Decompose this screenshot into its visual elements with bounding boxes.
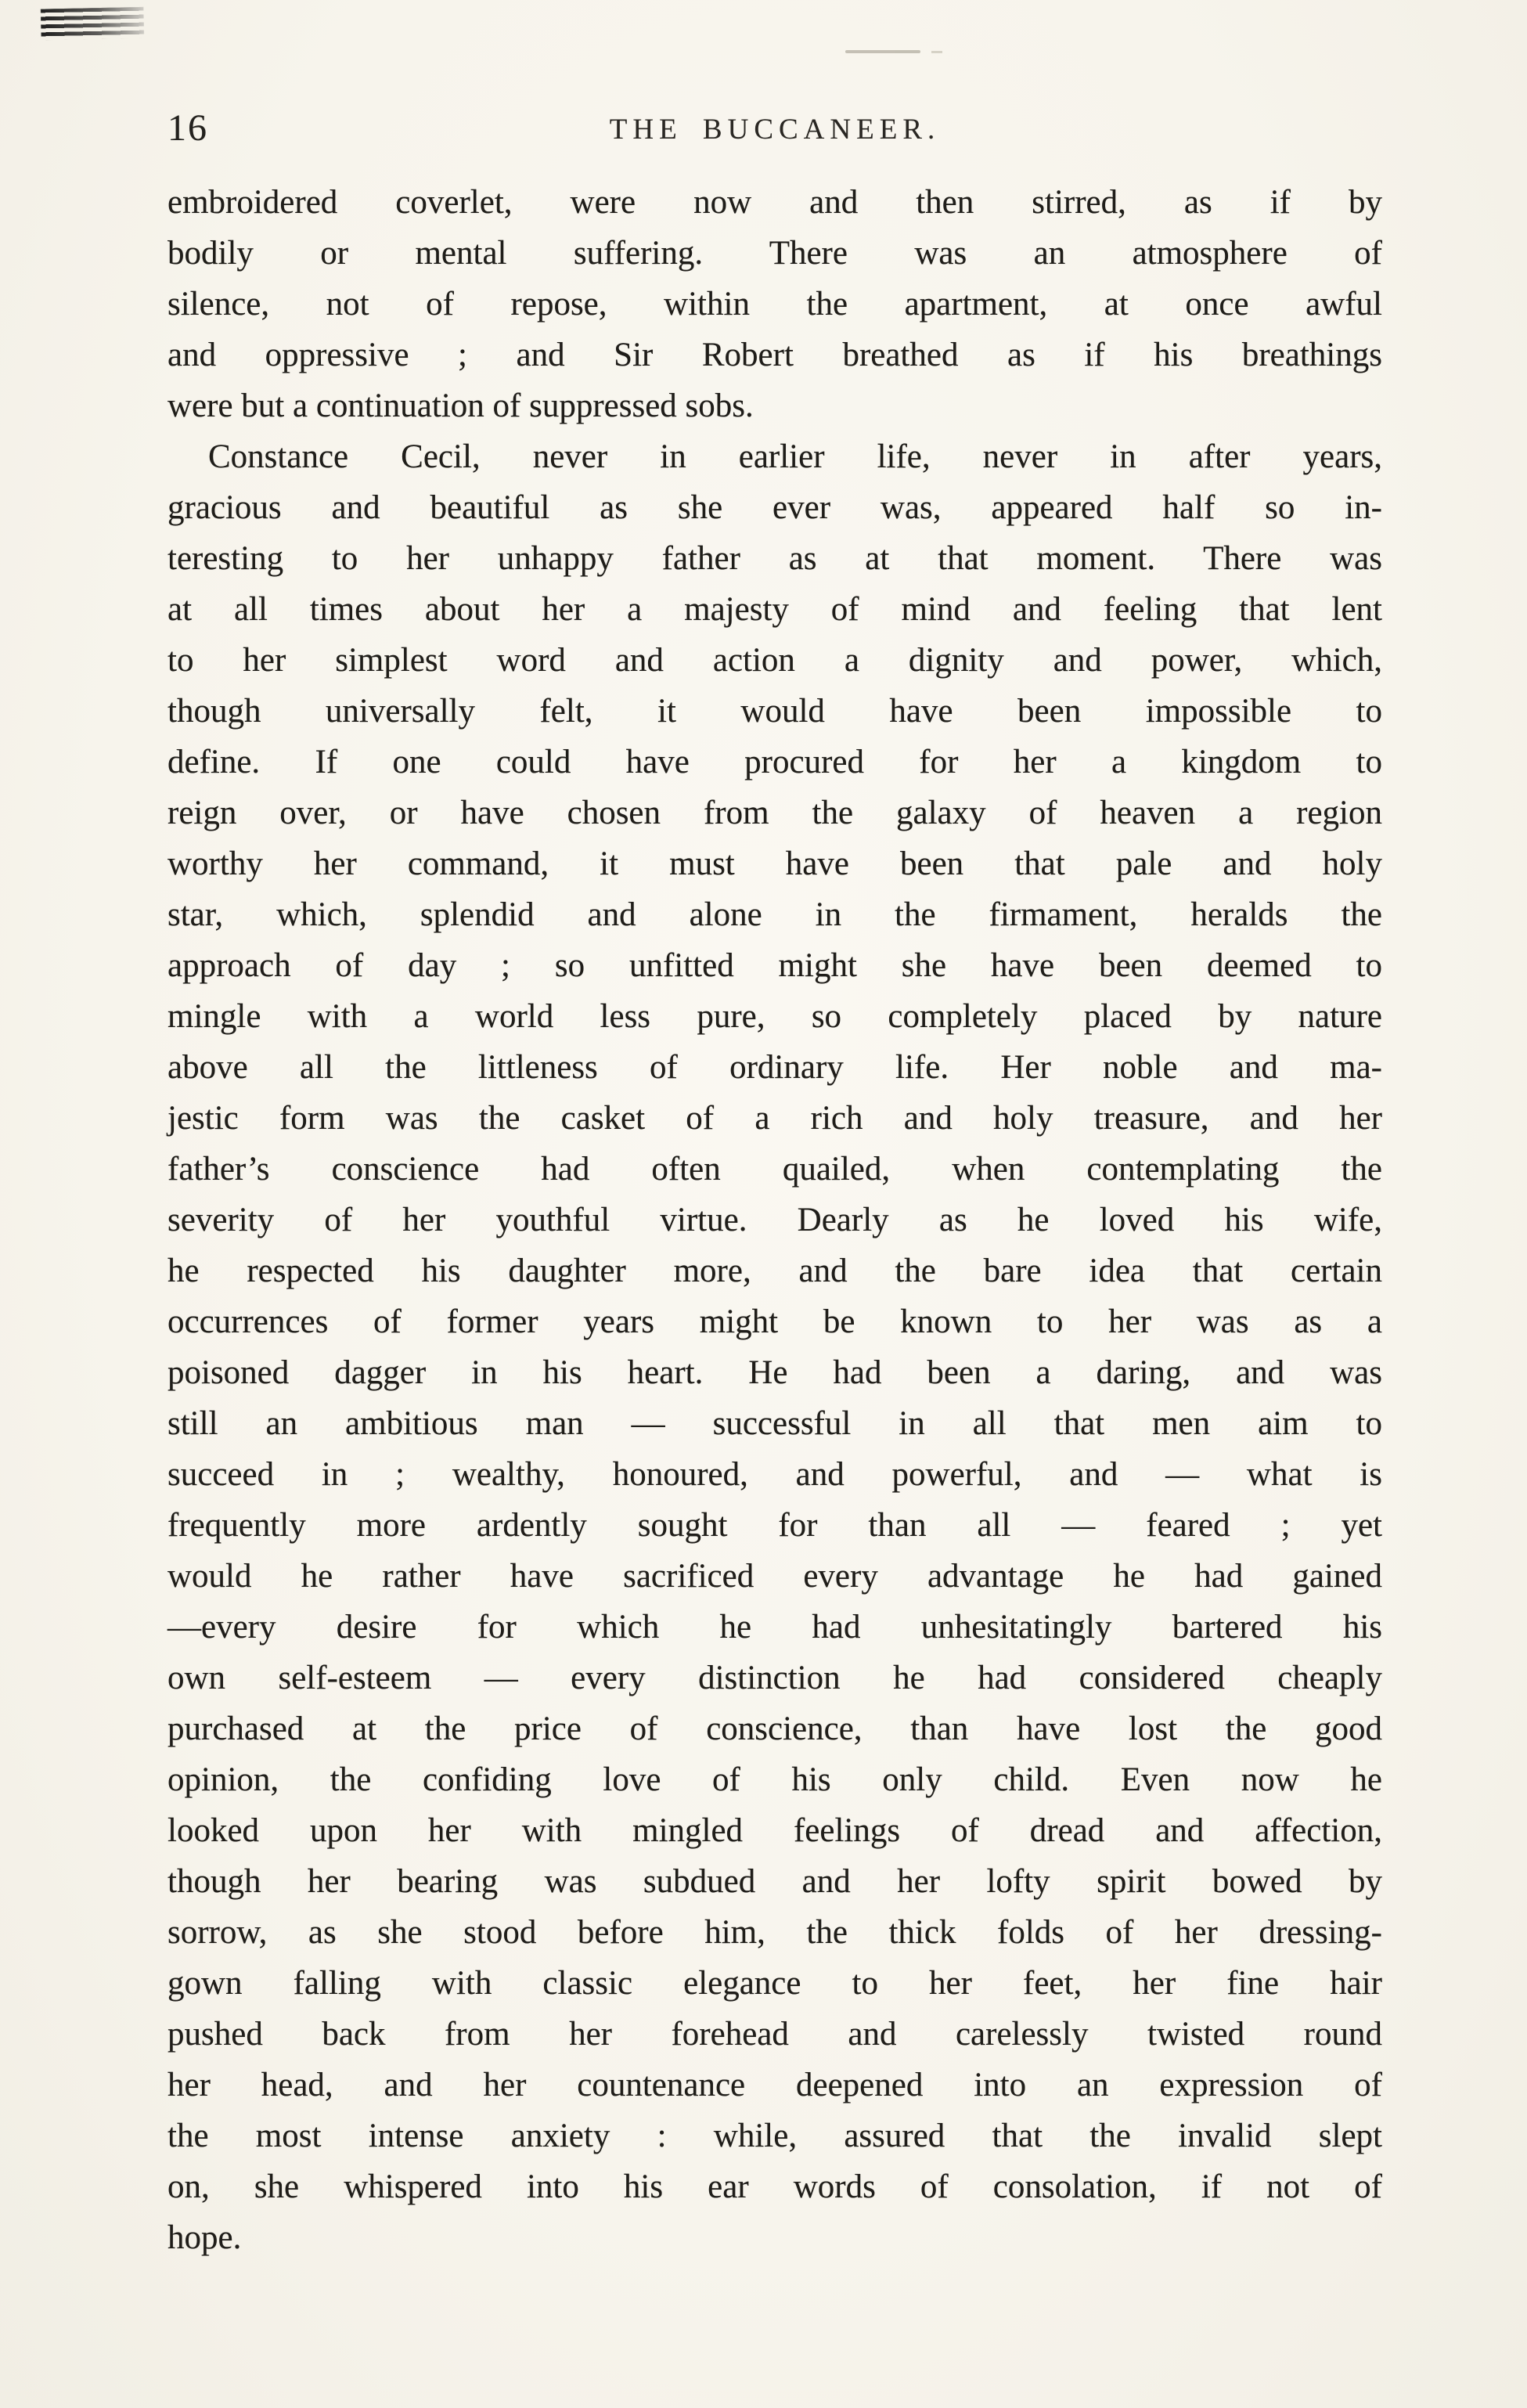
text-line: gown falling with classic elegance to her feet, her fine hair — [167, 1965, 1382, 2002]
print-artifact-top-left — [41, 7, 145, 41]
text-line: above all the littleness of ordinary life. Her noble and ma- — [167, 1049, 1382, 1086]
text-line: purchased at the price of conscience, than have lost the good — [167, 1710, 1382, 1747]
text-line: severity of her youthful virtue. Dearly as he loved his wife, — [167, 1202, 1382, 1238]
text-line: though universally felt, it would have been impossible to — [167, 693, 1382, 730]
paragraph — [167, 431, 1382, 2263]
text-line: to her simplest word and action a dignity and power, which, — [167, 642, 1382, 679]
text-line: the most intense anxiety : while, assured that the invalid slept — [167, 2118, 1382, 2154]
text-line: though her bearing was subdued and her lofty spirit bowed by — [167, 1863, 1382, 1900]
text-line: frequently more ardently sought for than all — feared ; yet — [167, 1507, 1382, 1544]
print-artifact-top-center — [845, 50, 920, 53]
paragraph — [167, 177, 1382, 431]
text-line: own self-esteem — every distinction he had considered cheaply — [167, 1660, 1382, 1696]
text-line: worthy her command, it must have been that pale and holy — [167, 845, 1382, 882]
text-line: embroidered coverlet, were now and then stirred, as if by — [167, 184, 1382, 221]
page-number: 16 — [167, 107, 208, 149]
text-line: mingle with a world less pure, so completely placed by nature — [167, 998, 1382, 1035]
text-line: define. If one could have procured for her a kingdom to — [167, 744, 1382, 780]
text-line: opinion, the confiding love of his only child. Even now he — [167, 1761, 1382, 1798]
text-line: at all times about her a majesty of mind and feeling that lent — [167, 591, 1382, 628]
text-line: teresting to her unhappy father as at that moment. There was — [167, 540, 1382, 577]
text-line: jestic form was the casket of a rich and holy treasure, and her — [167, 1100, 1382, 1137]
text-line: gracious and beautiful as she ever was, appeared half so in- — [167, 489, 1382, 526]
page-header — [167, 106, 1382, 153]
text-line: sorrow, as she stood before him, the thick folds of her dressing- — [167, 1914, 1382, 1951]
text-line: her head, and her countenance deepened into an expression of — [167, 2067, 1382, 2103]
text-line: star, which, splendid and alone in the firmament, heralds the — [167, 896, 1382, 933]
running-title: THE BUCCANEER. — [609, 114, 941, 146]
text-line: he respected his daughter more, and the bare idea that certain — [167, 1253, 1382, 1289]
text-line: Constance Cecil, never in earlier life, never in after years, — [208, 438, 1382, 475]
text-line: were but a continuation of suppressed sobs. — [167, 388, 754, 424]
text-line: approach of day ; so unfitted might she have been deemed to — [167, 947, 1382, 984]
text-line: poisoned dagger in his heart. He had been a daring, and was — [167, 1354, 1382, 1391]
body-text — [167, 177, 1382, 2263]
text-line: occurrences of former years might be known to her was as a — [167, 1303, 1382, 1340]
text-line: silence, not of repose, within the apartment, at once awful — [167, 286, 1382, 323]
text-line: reign over, or have chosen from the galaxy of heaven a region — [167, 795, 1382, 831]
text-line: bodily or mental suffering. There was an atmosphere of — [167, 235, 1382, 272]
text-line: father’s conscience had often quailed, when contemplating the — [167, 1151, 1382, 1188]
text-line: looked upon her with mingled feelings of dread and affection, — [167, 1812, 1382, 1849]
text-line: would he rather have sacrificed every advantage he had gained — [167, 1558, 1382, 1595]
text-line: and oppressive ; and Sir Robert breathed as if his breathings — [167, 337, 1382, 373]
text-line: still an ambitious man — successful in all that men aim to — [167, 1405, 1382, 1442]
text-line: hope. — [167, 2219, 242, 2256]
text-line: succeed in ; wealthy, honoured, and powerful, and — what is — [167, 1456, 1382, 1493]
text-line: on, she whispered into his ear words of consolation, if not of — [167, 2168, 1382, 2205]
text-line: pushed back from her forehead and carelessly twisted round — [167, 2016, 1382, 2053]
text-line: —every desire for which he had unhesitatingly bartered his — [167, 1609, 1382, 1646]
